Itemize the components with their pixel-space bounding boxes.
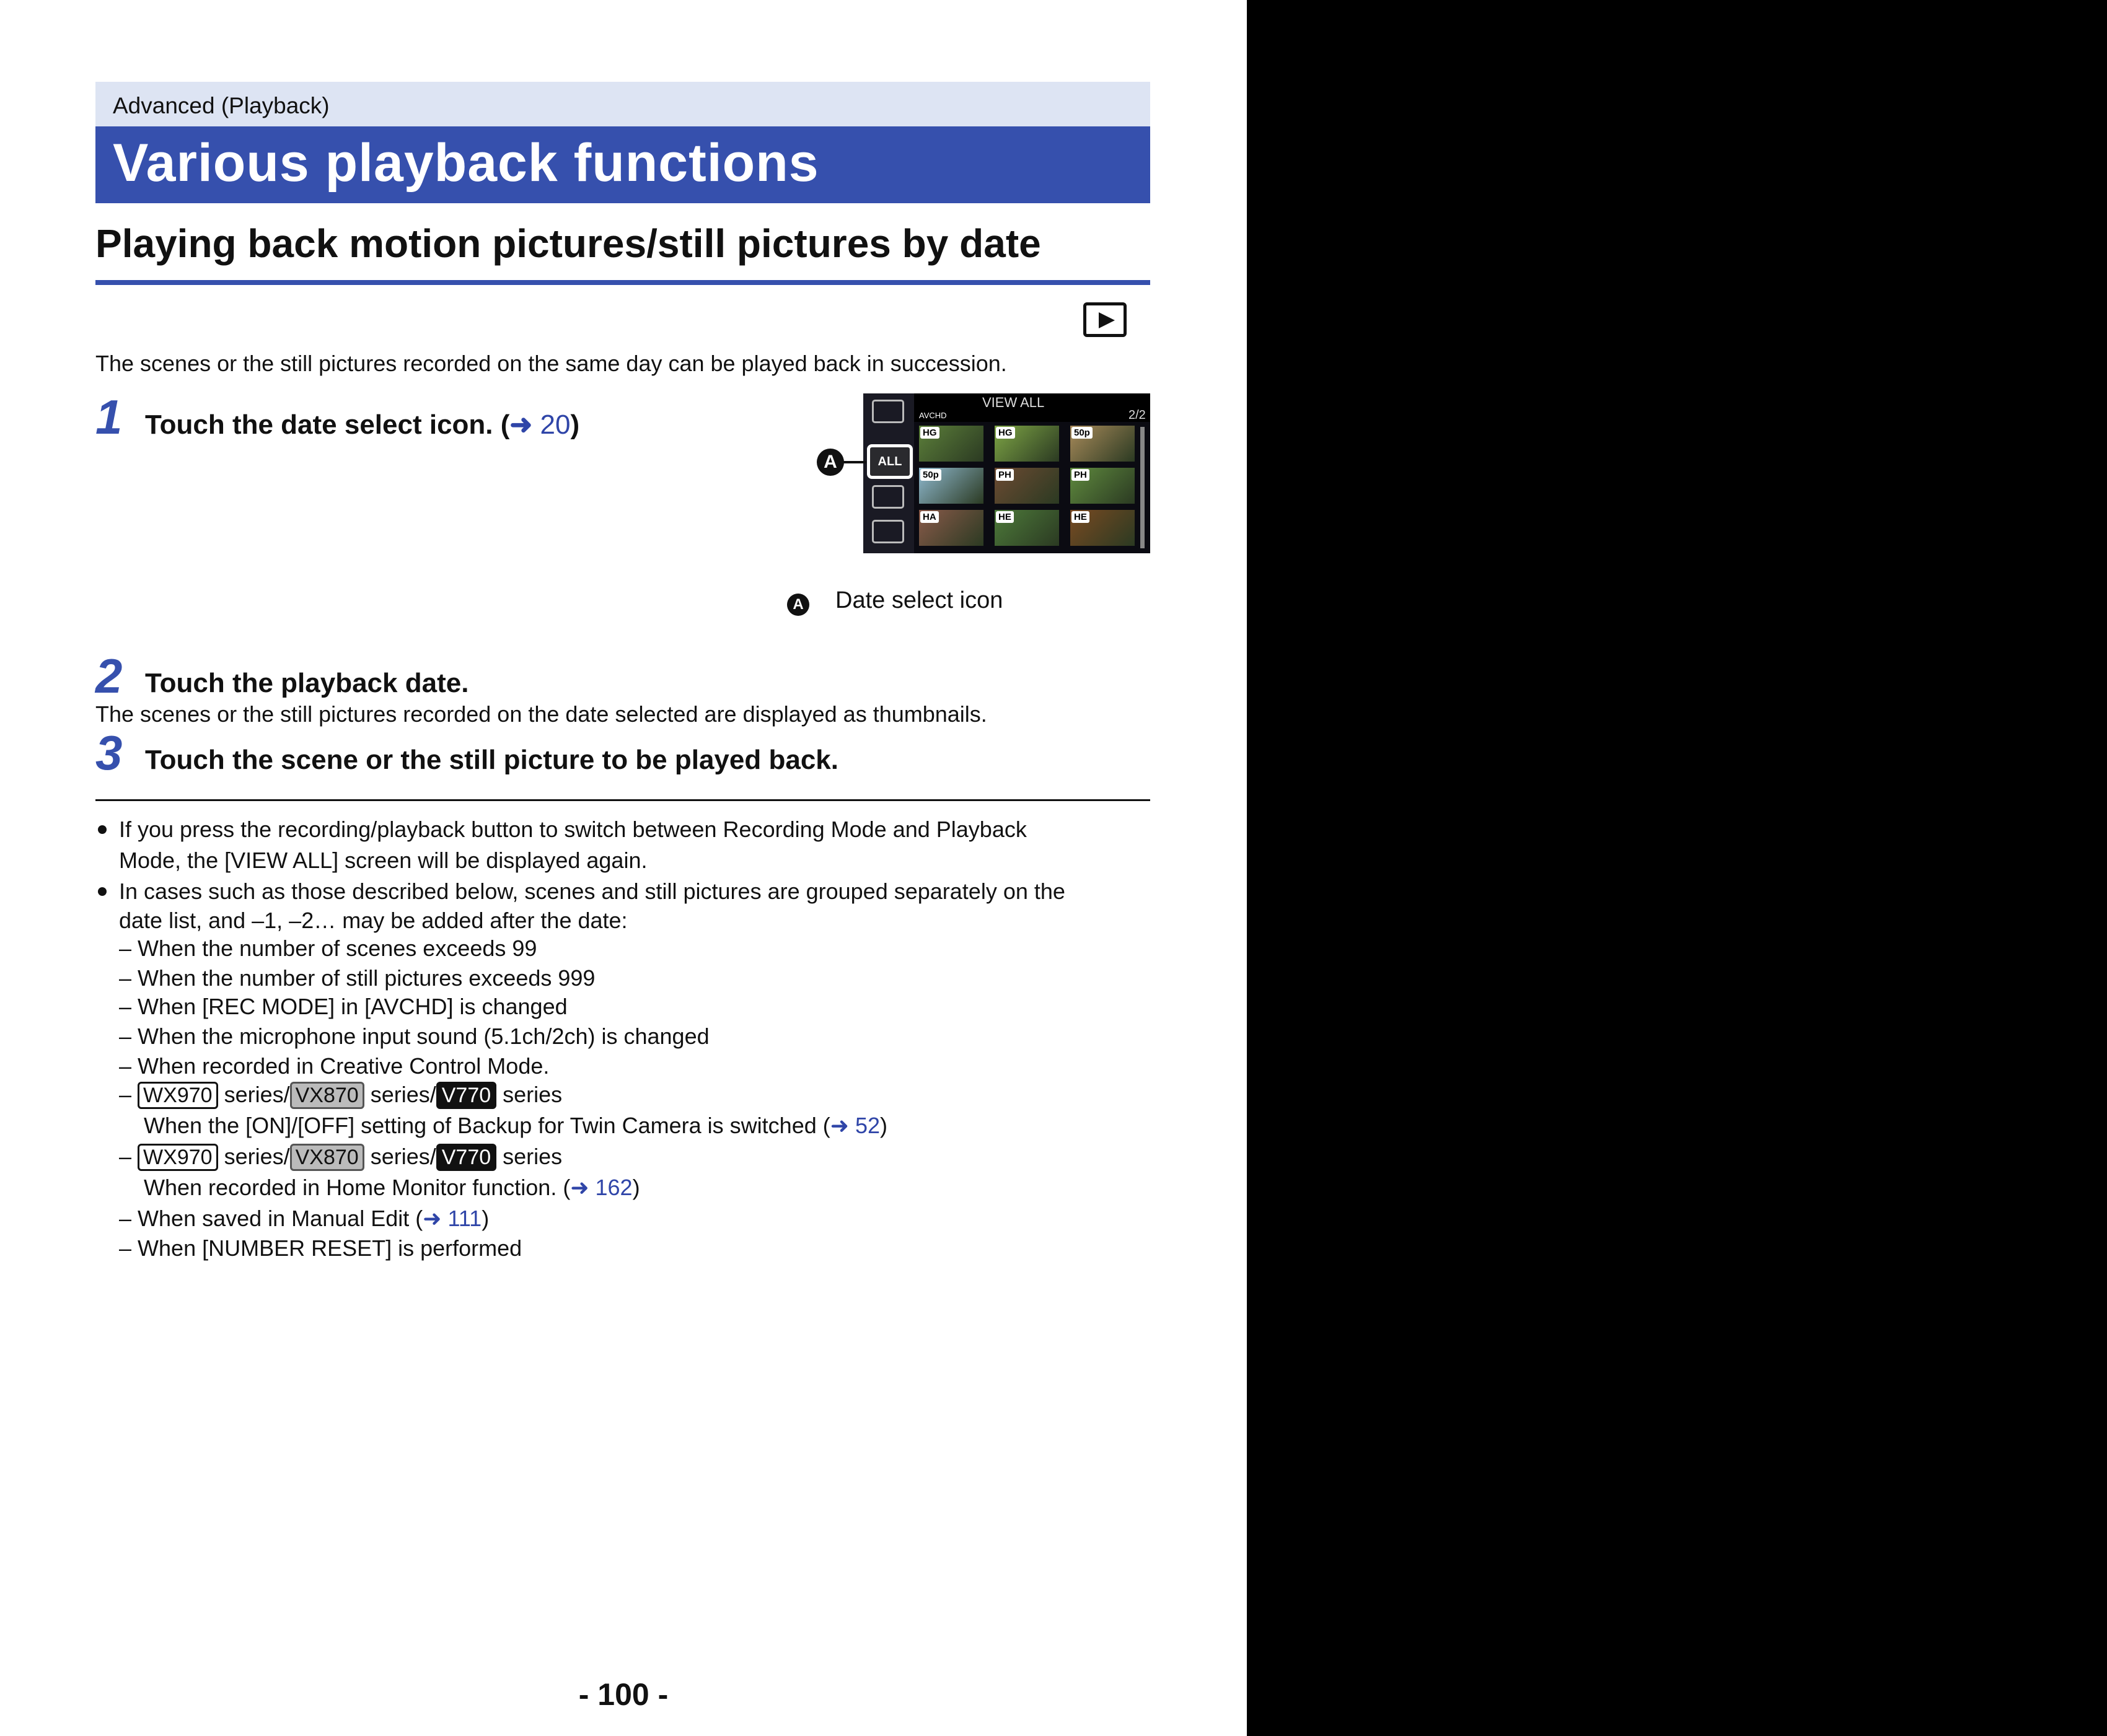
format-badge: 50p — [1071, 427, 1093, 439]
highlight-playback-icon — [872, 485, 904, 509]
format-badge: PH — [1071, 469, 1089, 481]
format-badge: 50p — [920, 469, 941, 481]
scroll-bar — [1140, 427, 1145, 548]
page-number: - 100 - — [578, 1677, 669, 1712]
step-1-number: 1 — [95, 390, 123, 444]
title-band — [95, 126, 1150, 203]
intro-text: The scenes or the still pictures recorded on the same day can be played back in succession. — [95, 351, 1007, 376]
section-header-band — [95, 82, 1150, 126]
view-all-label: VIEW ALL — [982, 395, 1045, 410]
step-2-text: Touch the playback date. — [145, 668, 469, 698]
callout-a-badge: A — [817, 449, 844, 476]
model-badge-vx870: VX870 — [290, 1082, 364, 1109]
format-badge: PH — [996, 469, 1014, 481]
playback-mode-icon — [1083, 302, 1127, 337]
model-badge-vx870: VX870 — [290, 1144, 364, 1171]
step-1-close: ) — [570, 410, 580, 440]
condition-text: When [NUMBER RESET] is performed — [138, 1235, 522, 1261]
ref-arrow-icon: ➜ — [570, 1175, 589, 1200]
page-indicator: 2/2 — [1128, 408, 1146, 422]
bullet-dot — [98, 887, 107, 896]
page-title: Various playback functions — [113, 133, 819, 193]
condition-item: – When [NUMBER RESET] is performed — [119, 1235, 522, 1261]
thumbnail[interactable] — [1070, 426, 1135, 462]
callout-a-line — [843, 461, 866, 463]
model-badge-wx970: WX970 — [138, 1082, 218, 1109]
mode-icon — [872, 400, 904, 423]
step-1-label: Touch the date select icon. ( — [145, 410, 510, 440]
section-label: Advanced (Playback) — [113, 93, 330, 118]
page-link-162[interactable]: 162 — [595, 1175, 633, 1200]
format-badge: HG — [920, 427, 939, 439]
condition-text: When recorded in Creative Control Mode. — [138, 1053, 550, 1079]
condition-item: – When the number of still pictures exceeds 999 — [119, 965, 596, 991]
thumbnail[interactable] — [919, 510, 983, 546]
condition-text: When the number of still pictures exceeds 999 — [138, 965, 596, 991]
bullet-dot — [98, 825, 107, 834]
note-2-line-2: date list, and –1, –2… may be added after the date: — [119, 908, 628, 933]
condition-text: When the microphone input sound (5.1ch/2ch) is changed — [138, 1024, 710, 1049]
thumbnail[interactable] — [995, 468, 1059, 504]
condition-item: – When recorded in Creative Control Mode. — [119, 1053, 550, 1079]
thumbnail[interactable] — [919, 426, 983, 462]
format-badge: HG — [996, 427, 1015, 439]
thumbnail[interactable] — [1070, 510, 1135, 546]
model-badge-v770: V770 — [436, 1144, 496, 1171]
note-1-line-1: If you press the recording/playback button to switch between Recording Mode and Playback — [119, 817, 1027, 842]
note-1-line-2: Mode, the [VIEW ALL] screen will be displayed again. — [119, 848, 648, 873]
figure-caption: Date select icon — [835, 587, 1003, 613]
thumbnail[interactable] — [1070, 468, 1135, 504]
thumbnail[interactable] — [919, 468, 983, 504]
thumbnail[interactable] — [995, 426, 1059, 462]
notes-divider — [95, 799, 1150, 801]
date-select-button[interactable]: ALL — [867, 444, 913, 479]
page-link-20[interactable]: 20 — [540, 410, 571, 440]
condition-detail: When recorded in Home Monitor function. (➜ 162) — [144, 1175, 640, 1200]
caption-a-badge: A — [787, 594, 809, 616]
model-badge-wx970: WX970 — [138, 1144, 218, 1171]
step-2-detail: The scenes or the still pictures recorded on the date selected are displayed as thumbnails. — [95, 701, 987, 727]
condition-item: – When the microphone input sound (5.1ch/2ch) is changed — [119, 1024, 710, 1049]
step-2-number: 2 — [95, 649, 123, 703]
page-link-111[interactable]: 111 — [447, 1206, 482, 1231]
format-badge: HE — [1071, 511, 1089, 523]
condition-item-models: – WX970 series/ VX870 series/ V770 series — [119, 1142, 562, 1171]
ref-arrow-icon: ➜ — [830, 1113, 849, 1138]
condition-text: When the number of scenes exceeds 99 — [138, 936, 537, 961]
step-3-text: Touch the scene or the still picture to be played back. — [145, 745, 838, 775]
note-2-line-1: In cases such as those described below, scenes and still pictures are grouped separately on the — [119, 879, 1065, 904]
step-1-text — [145, 409, 579, 441]
note-2 — [119, 876, 1065, 934]
format-label: AVCHD — [919, 411, 947, 420]
subheading-rule — [95, 280, 1150, 285]
step-3-number: 3 — [95, 726, 123, 780]
page-scroll-icon — [872, 520, 904, 543]
condition-item: – When the number of scenes exceeds 99 — [119, 936, 537, 961]
condition-item-models: – WX970 series/ VX870 series/ V770 series — [119, 1081, 562, 1109]
condition-item: – When [REC MODE] in [AVCHD] is changed — [119, 994, 568, 1019]
format-badge: HE — [996, 511, 1014, 523]
page-link-52[interactable]: 52 — [855, 1113, 880, 1138]
thumbnail[interactable] — [995, 510, 1059, 546]
condition-text: When [REC MODE] in [AVCHD] is changed — [138, 994, 568, 1019]
ref-arrow-icon: ➜ — [509, 410, 533, 440]
note-1 — [119, 814, 1027, 876]
subheading: Playing back motion pictures/still pictures by date — [95, 221, 1041, 266]
playback-screen-figure — [863, 393, 1150, 553]
format-badge: HA — [920, 511, 939, 523]
condition-item: – When saved in Manual Edit (➜ 111) — [119, 1206, 490, 1231]
condition-detail: When the [ON]/[OFF] setting of Backup for Twin Camera is switched (➜ 52) — [144, 1113, 887, 1138]
ref-arrow-icon: ➜ — [423, 1206, 442, 1231]
model-badge-v770: V770 — [436, 1082, 496, 1109]
